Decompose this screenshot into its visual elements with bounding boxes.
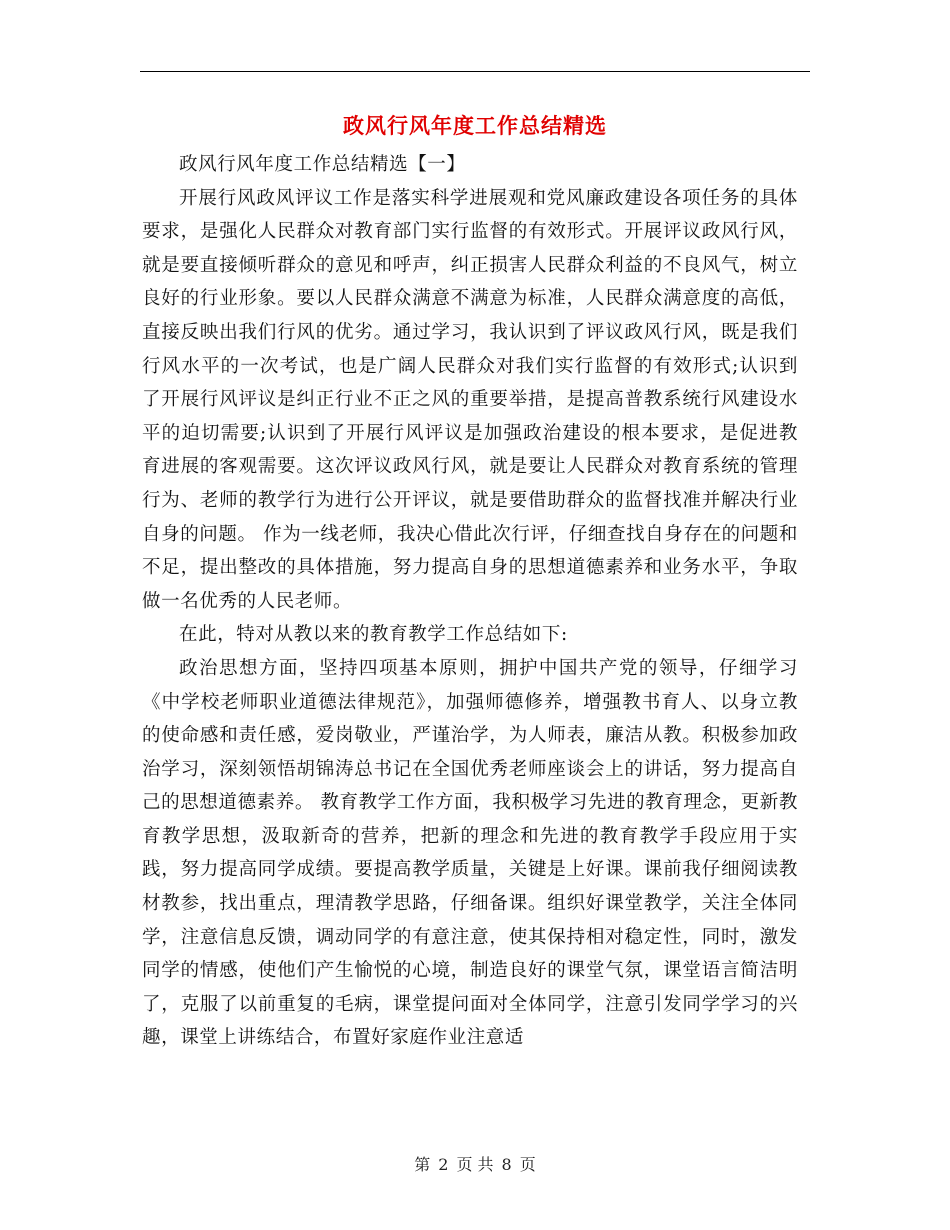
body-paragraph: 政治思想方面，坚持四项基本原则，拥护中国共产党的领导，仔细学习《中学校老师职业道德法律规范》，加强师德修养，增强教书育人、以身立教的使命感和责任感，爱岗敬业，严谨治学，为人师表，廉洁从教。积极参加政治学习，深刻领悟胡锦涛总书记在全国优秀老师座谈会上的讲话，努力提高自己的思想道德素养。 教育教学工作方面，我积极学习先进的教育理念，更新教育教学思想，汲取新奇的营养，把新的理念和先进的教育教学手段应用于实践，努力提高同学成绩。要提高教学质量，关键是上好课。课前我仔细阅读教材教参，找出重点，理清教学思路，仔细备课。组织好课堂教学，关注全体同学，注意信息反馈，调动同学的有意注意，使其保持相对稳定性，同时，激发同学的情感，使他们产生愉悦的心境，制造良好的课堂气氛，课堂语言简洁明了，克服了以前重复的毛病，课堂提问面对全体同学，注意引发同学学习的兴趣，课堂上讲练结合，布置好家庭作业注意适 (142, 657, 798, 1049)
total-pages-number: 8 (501, 1155, 512, 1174)
body-paragraph: 在此，特对从教以来的教育教学工作总结如下: (179, 624, 568, 646)
current-page-number: 2 (438, 1155, 449, 1174)
page-footer (0, 1153, 950, 1177)
page-label-suffix: 页 (519, 1155, 536, 1174)
document-body (142, 148, 798, 1055)
header-rule (140, 71, 810, 72)
body-paragraph: 开展行风政风评议工作是落实科学进展观和党风廉政建设各项任务的具体要求，是强化人民群众对教育部门实行监督的有效形式。开展评议政风行风，就是要直接倾听群众的意见和呼声，纠正损害人民群众利益的不良风气，树立良好的行业形象。要以人民群众满意不满意为标准，人民群众满意度的高低，直接反映出我们行风的优劣。通过学习，我认识到了评议政风行风，既是我们行风水平的一次考试，也是广阔人民群众对我们实行监督的有效形式;认识到了开展行风评议是纠正行业不正之风的重要举措，是提高普教系统行风建设水平的迫切需要;认识到了开展行风评议是加强政治建设的根本要求，是促进教育进展的客观需要。这次评议政风行风，就是要让人民群众对教育系统的管理行为、老师的教学行为进行公开评议，就是要借助群众的监督找准并解决行业自身的问题。 作为一线老师，我决心借此次行评，仔细查找自身存在的问题和不足，提出整改的具体措施，努力提高自身的思想道德素养和业务水平，争取做一名优秀的人民老师。 (142, 187, 798, 612)
page-label-prefix: 第 (414, 1155, 431, 1174)
document-title: 政风行风年度工作总结精选 (343, 113, 607, 138)
section-heading: 政风行风年度工作总结精选【一】 (179, 154, 466, 175)
page-label-mid: 页 共 (456, 1155, 494, 1174)
